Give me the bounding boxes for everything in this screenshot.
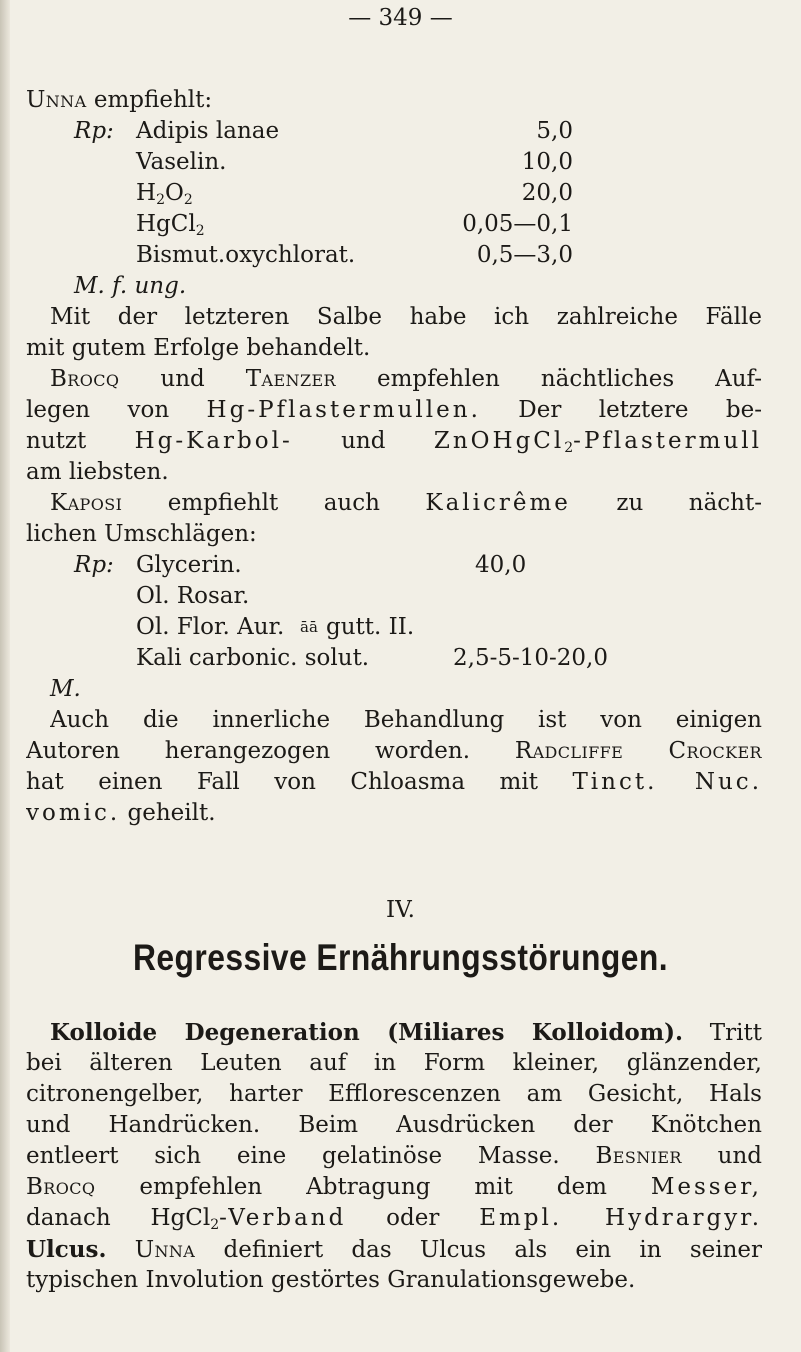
recipe-amount: 5,0 — [536, 118, 573, 144]
spaced-term: Kalicrême — [425, 490, 571, 516]
text-fragment: und — [681, 1143, 762, 1169]
spaced-term: vomic. — [26, 800, 121, 826]
formula-subscript: 2 — [183, 192, 193, 208]
spaced-term: -Pflastermull — [573, 428, 762, 454]
author-brocq: Brocq — [26, 1174, 96, 1200]
recipe-ingredient — [136, 178, 193, 209]
recipe-amount: 0,5—3,0 — [476, 242, 573, 268]
text-fragment: und — [119, 366, 246, 392]
recipe-instruction: M. — [50, 676, 81, 702]
text-fragment: empfehlen nächtliches Auf- — [336, 366, 762, 392]
text-fragment: oder — [346, 1205, 480, 1231]
recipe-amount: 0,05—0,1 — [462, 211, 573, 237]
text-fragment: geheilt. — [120, 800, 216, 826]
spaced-term: Tinct. Nuc. — [572, 769, 762, 795]
author-brocq: Brocq — [50, 366, 120, 392]
recipe-instruction: M. f. ung. — [74, 273, 187, 299]
paragraph-line: Auch die innerliche Behandlung ist von einigen — [50, 707, 762, 733]
paragraph-line — [26, 1141, 762, 1172]
formula-subscript: 2 — [210, 1217, 220, 1233]
paragraph-line: citronengelber, harter Efflorescenzen am Gesicht, Hals — [26, 1081, 762, 1107]
paragraph-line: lichen Umschlägen: — [26, 521, 257, 547]
author-unna: Unna — [26, 87, 87, 113]
paragraph-line — [26, 1172, 762, 1203]
recipe-ingredient: Adipis lanae — [136, 118, 280, 144]
recipe-ingredient: Vaselin. — [136, 149, 227, 175]
recipe-amount: 10,0 — [521, 149, 573, 175]
recipe-amount: 2,5-5-10-20,0 — [453, 645, 609, 671]
paragraph-line — [50, 1017, 762, 1049]
section-title: Regressive Ernährungsstörungen. — [133, 937, 668, 978]
author-radcliffe-crocker: Radcliffe Crocker — [514, 738, 762, 764]
paragraph-line — [26, 767, 762, 798]
author-besnier: Besnier — [595, 1143, 682, 1169]
paragraph-line: und Handrücken. Beim Ausdrücken der Knötchen — [26, 1112, 762, 1138]
text-fragment: zu nächt- — [570, 490, 762, 516]
text-fragment: nutzt — [26, 428, 135, 454]
author-taenzer: Taenzer — [245, 366, 336, 392]
page-number: — 349 — — [348, 5, 453, 31]
spaced-term: Hg-Pflastermullen. — [206, 397, 481, 423]
text-fragment: hat einen Fall von Chloasma mit — [26, 769, 573, 795]
text-fragment: entleert sich eine gelatinöse Masse. — [26, 1143, 596, 1169]
paragraph-line — [50, 488, 762, 519]
spaced-term: Hg-Karbol- — [134, 428, 293, 454]
text-fragment: definiert das Ulcus als ein in seiner — [195, 1237, 762, 1263]
spaced-term: ZnOHgCl — [433, 428, 565, 454]
paragraph-line: Mit der letzteren Salbe habe ich zahlreiche Fälle — [50, 304, 762, 330]
paragraph-line — [50, 364, 762, 395]
text-fragment: Tritt — [682, 1020, 762, 1046]
intro-text: empfiehlt: — [86, 87, 213, 113]
paragraph-line — [26, 1203, 762, 1234]
text-fragment: und — [292, 428, 434, 454]
paragraph-line: mit gutem Erfolge behandelt. — [26, 335, 371, 361]
rp-label: Rp: — [74, 118, 114, 144]
section-number: IV. — [386, 897, 415, 923]
bold-term: Ulcus. — [26, 1236, 107, 1263]
paragraph-line: typischen Involution gestörtes Granulationsgewebe. — [26, 1267, 636, 1293]
recipe-ingredient: Glycerin. — [136, 552, 242, 578]
unna-intro — [26, 85, 762, 116]
formula-subscript: 2 — [195, 223, 205, 239]
recipe-ingredient: Kali carbonic. solut. — [136, 645, 370, 671]
aa-sign: āā — [300, 618, 318, 636]
text-fragment: empfehlen Abtragung mit dem — [95, 1174, 651, 1200]
spaced-term: Messer, — [650, 1174, 762, 1200]
rp-label: Rp: — [74, 552, 114, 578]
recipe-ingredient — [136, 209, 205, 240]
paragraph-line: bei älteren Leuten auf in Form kleiner, glänzender, — [26, 1050, 762, 1076]
recipe-ingredient: Ol. Flor. Aur. — [136, 614, 285, 640]
paragraph-line: am liebsten. — [26, 459, 169, 485]
formula-part: H — [136, 180, 157, 206]
spaced-term: Empl. Hydrargyr. — [479, 1205, 762, 1231]
recipe-amount: 40,0 — [475, 552, 527, 578]
text-fragment: Der letztere be- — [480, 397, 762, 423]
recipe-ingredient: Ol. Rosar. — [136, 583, 250, 609]
formula-subscript: 2 — [156, 192, 165, 208]
paragraph-line — [26, 736, 762, 767]
spaced-term: -Verband — [219, 1205, 347, 1231]
formula-part: HgCl — [136, 211, 196, 237]
text-fragment: Autoren herangezogen worden. — [26, 738, 515, 764]
recipe-amount: 20,0 — [521, 180, 573, 206]
bold-term: Kolloide Degeneration (Miliares Kolloidom). — [50, 1019, 683, 1046]
recipe-amount: gutt. II. — [326, 614, 415, 640]
paragraph-line — [26, 798, 762, 829]
text-fragment: empfiehlt auch — [122, 490, 426, 516]
author-kaposi: Kaposi — [50, 490, 123, 516]
formula-part: O — [164, 180, 184, 206]
paragraph-line — [26, 395, 762, 426]
paragraph-line — [26, 426, 762, 457]
author-unna: Unna — [134, 1237, 196, 1263]
paragraph-line — [26, 1234, 762, 1266]
recipe-ingredient: Bismut.oxychlorat. — [136, 242, 356, 268]
text-fragment: danach HgCl — [26, 1205, 211, 1231]
formula-subscript: 2 — [564, 440, 574, 456]
text-fragment: legen von — [26, 397, 207, 423]
